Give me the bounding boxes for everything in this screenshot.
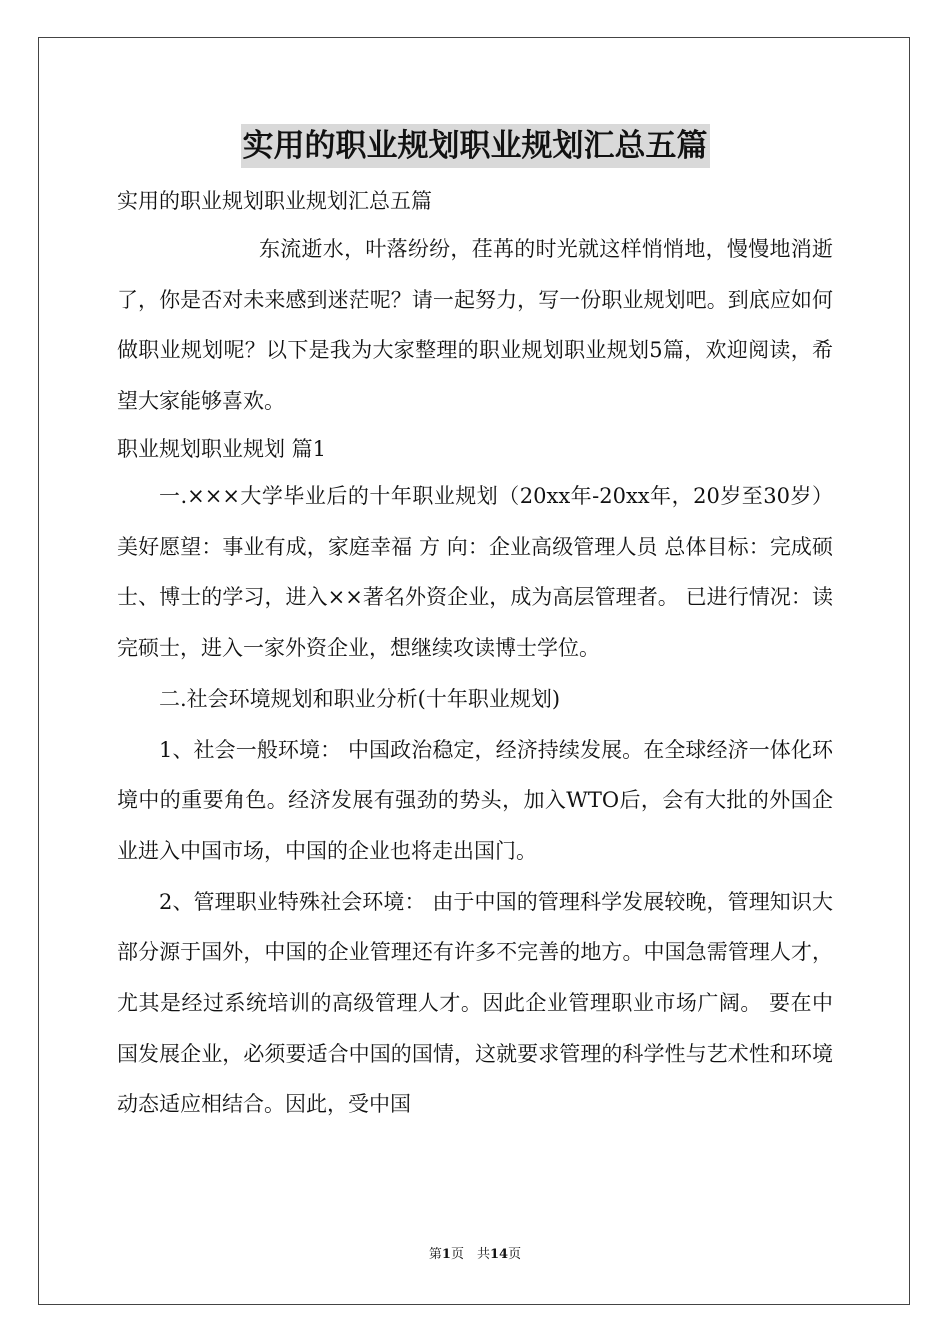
section-body xyxy=(117,471,833,1130)
document-title: 实用的职业规划职业规划汇总五篇 xyxy=(241,124,710,168)
footer-prefix: 第 xyxy=(428,1247,442,1262)
paragraph-heading-two: 二.社会环境规划和职业分析(十年职业规划) xyxy=(159,686,561,711)
footer-suffix: 页 xyxy=(508,1247,522,1262)
paragraph-goals: 一.×××大学毕业后的十年职业规划（20xx年-20xx年，20岁至30岁）美好愿望：事业有成，家庭幸福 方 向：企业高级管理人员 总体目标：完成硕士、博士的学习，进入××著名外资企业，成为高层管理者。 已进行情况：读完硕士，进入一家外资企业，想继续攻读博士学位。 xyxy=(117,484,833,661)
title-container xyxy=(0,124,950,168)
page-footer xyxy=(0,1246,950,1264)
intro-block xyxy=(117,224,833,427)
footer-mid: 页 共 xyxy=(450,1247,490,1262)
document-subtitle: 实用的职业规划职业规划汇总五篇 xyxy=(117,189,432,213)
paragraph-social-environment: 1、社会一般环境： 中国政治稳定，经济持续发展。在全球经济一体化环境中的重要角色。经济发展有强劲的势头，加入WTO后，会有大批的外国企业进入中国市场，中国的企业也将走出国门。 xyxy=(117,737,833,863)
paragraph-management-environment: 2、管理职业特殊社会环境： 由于中国的管理科学发展较晚，管理知识大部分源于国外，中国的企业管理还有许多不完善的地方。中国急需管理人才，尤其是经过系统培训的高级管理人才。因此企业管理职业市场广阔。 要在中国发展企业，必须要适合中国的国情，这就要求管理的科学性与艺术性和环境动态适应相结合。因此，受中国 xyxy=(117,889,833,1117)
footer-current-page: 1 xyxy=(441,1247,451,1262)
intro-paragraph: 东流逝水，叶落纷纷，荏苒的时光就这样悄悄地，慢慢地消逝了，你是否对未来感到迷茫呢？请一起努力，写一份职业规划吧。到底应如何做职业规划呢？以下是我为大家整理的职业规划职业规划5篇，欢迎阅读，希望大家能够喜欢。 xyxy=(117,237,833,414)
section-heading: 职业规划职业规划 篇1 xyxy=(117,437,327,461)
footer-total-pages: 14 xyxy=(489,1247,509,1262)
